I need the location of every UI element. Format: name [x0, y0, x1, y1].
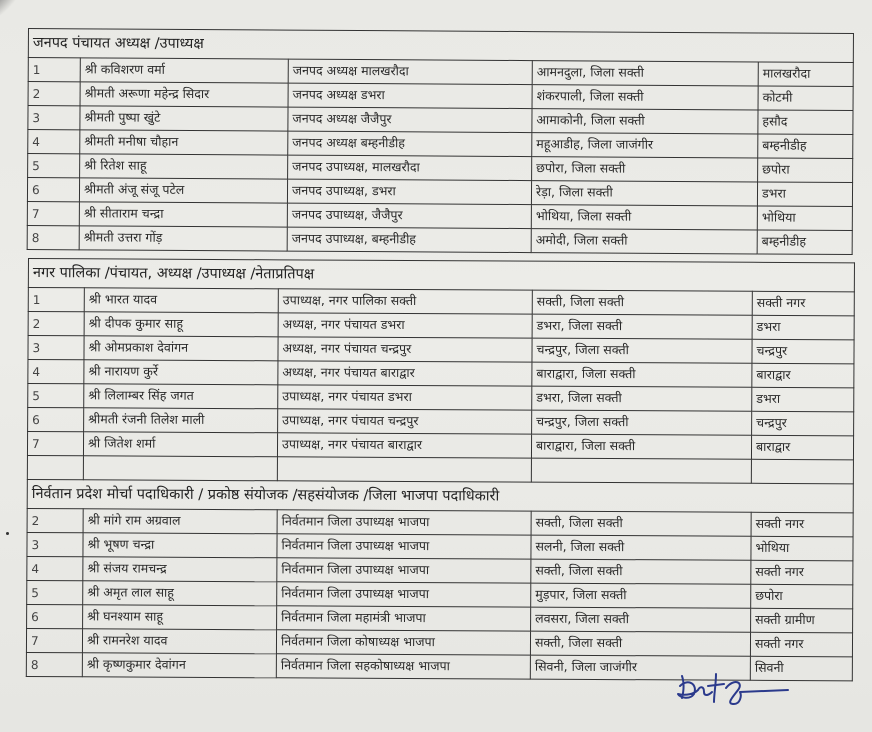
position-cell — [277, 457, 531, 482]
position-cell: जनपद अध्यक्ष डभरा — [288, 83, 532, 108]
area-cell: चन्द्रपुर — [752, 339, 854, 364]
section-header-row — [28, 259, 854, 292]
position-cell: जनपद उपाध्यक्ष, जैजैपुर — [287, 203, 531, 228]
address-cell: सिवनी, जिला जाजंगीर — [530, 655, 750, 680]
name-cell: श्री अमृत लाल साहू — [83, 581, 277, 606]
name-cell: श्री जितेश शर्मा — [83, 432, 277, 457]
serial-number-cell: 6 — [28, 408, 84, 432]
serial-number-cell: 6 — [27, 604, 83, 628]
address-cell: बाराद्वारा, जिला सक्ती — [531, 434, 751, 459]
serial-number-cell: 8 — [26, 652, 82, 676]
name-cell: श्री लिलाम्बर सिंह जगत — [84, 384, 278, 409]
serial-number-cell: 3 — [28, 336, 84, 360]
serial-number-cell: 2 — [28, 82, 80, 106]
address-cell: आमाकोनी, जिला सक्ती — [532, 109, 758, 134]
area-cell: छपोरा — [758, 158, 853, 183]
position-cell: जनपद अध्यक्ष मालखरौदा — [288, 59, 532, 84]
area-cell: भोथिया — [751, 536, 853, 561]
signature — [676, 668, 796, 708]
serial-number-cell: 5 — [28, 154, 80, 178]
name-cell: श्रीमती अंजू संजू पटेल — [79, 178, 287, 203]
address-cell: आमनदुला, जिला सक्ती — [532, 61, 758, 86]
name-cell: श्री दीपक कुमार साहू — [84, 312, 278, 337]
name-cell: श्री संजय रामचन्द्र — [83, 557, 277, 582]
name-cell: श्री रामनरेश यादव — [82, 629, 276, 654]
address-cell: शंकरपाली, जिला सक्ती — [532, 85, 758, 110]
position-cell: उपाध्यक्ष, नगर पालिका सक्ती — [278, 289, 532, 314]
serial-number-cell: 7 — [27, 201, 79, 225]
address-cell: डभरा, जिला सक्ती — [532, 386, 752, 411]
address-cell: बाराद्वारा, जिला सक्ती — [532, 362, 752, 387]
address-cell: छपोरा, जिला सक्ती — [532, 157, 758, 182]
area-cell: डभरा — [752, 315, 854, 340]
area-cell: डभरा — [752, 387, 854, 412]
position-cell: जनपद अध्यक्ष बम्हनीडीह — [288, 131, 532, 156]
address-cell: महूआडीह, जिला जाजंगीर — [532, 133, 758, 158]
position-cell: निर्वतमान जिला महामंत्री भाजपा — [277, 606, 531, 631]
area-cell: चन्द्रपुर — [752, 411, 854, 436]
section-title: निर्वतान प्रदेश मोर्चा पदाधिकारी / प्रकोष्ठ संयोजक /सहसंयोजक /जिला भाजपा पदाधिकारी — [27, 479, 853, 512]
area-cell: सिवनी — [750, 656, 852, 681]
area-cell: सक्ती नगर — [751, 512, 853, 537]
serial-number-cell: 2 — [27, 508, 83, 532]
position-cell: जनपद उपाध्यक्ष, डभरा — [287, 179, 531, 204]
name-cell: श्रीमती अरूणा महेन्द्र सिदार — [80, 82, 288, 107]
address-cell: चन्द्रपुर, जिला सक्ती — [532, 338, 752, 363]
position-cell: अध्यक्ष, नगर पंचायत डभरा — [278, 313, 532, 338]
name-cell: श्रीमती रंजनी तिलेश माली — [84, 408, 278, 433]
serial-number-cell: 1 — [28, 288, 84, 312]
position-cell: जनपद उपाध्यक्ष, बम्हनीडीह — [287, 227, 531, 252]
area-cell: बाराद्वार — [751, 435, 853, 460]
address-cell: डभरा, जिला सक्ती — [532, 314, 752, 339]
section-title: नगर पालिका /पंचायत, अध्यक्ष /उपाध्यक्ष /नेताप्रतिपक्ष — [28, 259, 854, 292]
area-cell — [751, 459, 853, 484]
address-cell: लवसरा, जिला सक्ती — [531, 607, 751, 632]
name-cell: श्री घनश्याम साहू — [83, 605, 277, 630]
address-cell: मुड़पार, जिला सक्ती — [531, 583, 751, 608]
serial-number-cell: 5 — [28, 384, 84, 408]
address-cell: अमोदी, जिला सक्ती — [531, 229, 757, 254]
section-title: जनपद पंचायत अध्यक्ष /उपाध्यक्ष — [28, 29, 853, 63]
position-cell: उपाध्यक्ष, नगर पंचायत बाराद्वार — [277, 433, 531, 458]
position-cell: अध्यक्ष, नगर पंचायत बाराद्वार — [278, 361, 532, 386]
area-cell: सक्ती नगर — [751, 560, 853, 585]
area-cell: भोथिया — [757, 206, 852, 231]
area-cell: छपोरा — [751, 584, 853, 609]
position-cell: उपाध्यक्ष, नगर पंचायत डभरा — [278, 385, 532, 410]
position-cell: निर्वतमान जिला कोषाध्यक्ष भाजपा — [276, 630, 530, 655]
serial-number-cell: 4 — [28, 360, 84, 384]
name-cell: श्री ओमप्रकाश देवांगन — [84, 336, 278, 361]
serial-number-cell: 5 — [27, 580, 83, 604]
address-cell: सक्ती, जिला सक्ती — [532, 290, 752, 315]
position-cell: जनपद अध्यक्ष जैजैपुर — [288, 107, 532, 132]
position-cell: निर्वतमान जिला उपाध्यक्ष भाजपा — [277, 558, 531, 583]
name-cell — [83, 456, 277, 481]
area-cell: सक्ती ग्रामीण — [751, 608, 853, 633]
serial-number-cell: 3 — [27, 532, 83, 556]
address-cell — [531, 458, 751, 483]
position-cell: निर्वतमान जिला उपाध्यक्ष भाजपा — [277, 534, 531, 559]
name-cell: श्री रितेश साहू — [80, 154, 288, 179]
name-cell: श्री सीताराम चन्द्रा — [79, 202, 287, 227]
serial-number-cell: 7 — [26, 628, 82, 652]
name-cell: श्रीमती पुष्पा खुंटे — [80, 106, 288, 131]
name-cell: श्री कविशरण वर्मा — [80, 58, 288, 83]
address-cell: चन्द्रपुर, जिला सक्ती — [532, 410, 752, 435]
serial-number-cell: 6 — [27, 178, 79, 202]
name-cell: श्री नारायण कुर्रे — [84, 360, 278, 385]
area-cell: कोटमी — [758, 86, 853, 111]
position-cell: निर्वतमान जिला उपाध्यक्ष भाजपा — [277, 510, 531, 535]
officials-table-1 — [27, 28, 854, 255]
name-cell: श्रीमती उत्तरा गोंड़ — [79, 226, 287, 251]
serial-number-cell: 4 — [28, 130, 80, 154]
area-cell: बम्हनीडीह — [757, 230, 852, 255]
address-cell: सक्ती, जिला सक्ती — [530, 631, 750, 656]
position-cell: उपाध्यक्ष, नगर पंचायत चन्द्रपुर — [278, 409, 532, 434]
position-cell: निर्वतमान जिला सहकोषाध्यक्ष भाजपा — [276, 654, 530, 679]
serial-number-cell: 1 — [28, 58, 80, 82]
name-cell: श्री मांगे राम अग्रवाल — [83, 509, 277, 534]
area-cell: बम्हनीडीह — [758, 134, 853, 159]
area-cell: बाराद्वार — [752, 363, 854, 388]
serial-number-cell — [27, 455, 83, 479]
area-cell: सक्ती नगर — [750, 632, 852, 657]
serial-number-cell: 4 — [27, 556, 83, 580]
address-cell: सलनी, जिला सक्ती — [531, 535, 751, 560]
officials-table-2 — [26, 258, 855, 681]
area-cell: हसौद — [758, 110, 853, 135]
serial-number-cell: 3 — [28, 106, 80, 130]
name-cell: श्रीमती मनीषा चौहान — [80, 130, 288, 155]
name-cell: श्री कृष्णकुमार देवांगन — [82, 653, 276, 678]
area-cell: डभरा — [757, 182, 852, 207]
name-cell: श्री भारत यादव — [84, 288, 278, 313]
position-cell: अध्यक्ष, नगर पंचायत चन्द्रपुर — [278, 337, 532, 362]
address-cell: रेड़ा, जिला सक्ती — [531, 181, 757, 206]
name-cell: श्री भूषण चन्द्रा — [83, 533, 277, 558]
area-cell: मालखरौदा — [758, 62, 853, 87]
serial-number-cell: 8 — [27, 225, 79, 249]
paper-speck — [6, 532, 9, 535]
area-cell: सक्ती नगर — [752, 291, 854, 316]
position-cell: जनपद उपाध्यक्ष, मालखरौदा — [288, 155, 532, 180]
table-row — [27, 225, 852, 254]
serial-number-cell: 2 — [28, 312, 84, 336]
address-cell: सक्ती, जिला सक्ती — [531, 511, 751, 536]
address-cell: सक्ती, जिला सक्ती — [531, 559, 751, 584]
section-header-row — [27, 479, 853, 512]
address-cell: भोथिया, जिला सक्ती — [531, 205, 757, 230]
serial-number-cell: 7 — [27, 432, 83, 456]
position-cell: निर्वतमान जिला उपाध्यक्ष भाजपा — [277, 582, 531, 607]
